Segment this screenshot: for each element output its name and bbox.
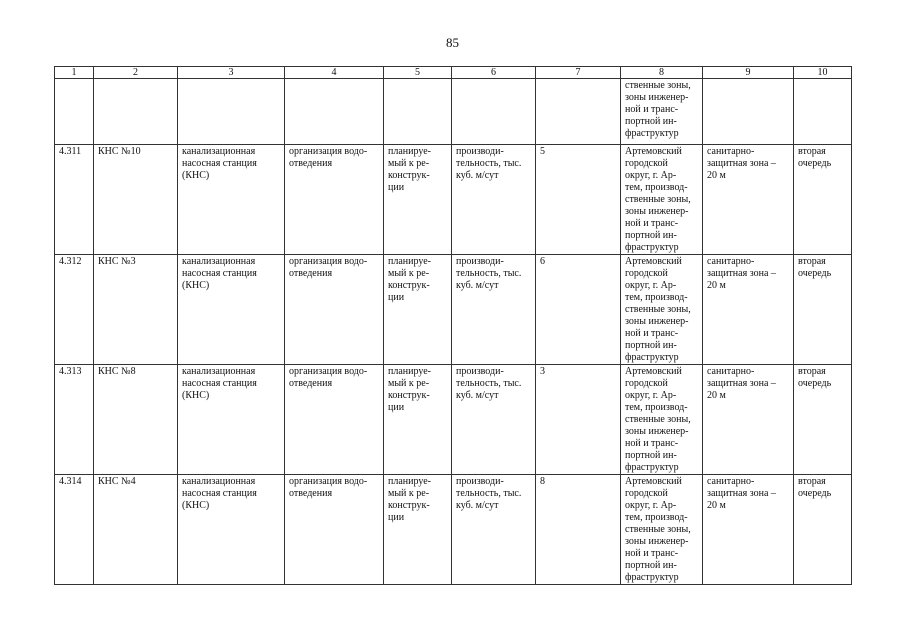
column-number: 2 — [94, 67, 178, 79]
characteristic-name: производи- тельность, тыс. куб. м/сут — [452, 365, 536, 475]
column-number: 9 — [703, 67, 794, 79]
location: Артемовский городской округ, г. Ар- тем, производ- ственные зоны, зоны инженер- ной и транс- портной ин- фраструктур — [621, 365, 703, 475]
table-cell — [285, 79, 384, 145]
row-number: 4.314 — [55, 475, 94, 585]
column-number: 8 — [621, 67, 703, 79]
characteristic-value: 3 — [536, 365, 621, 475]
table-row — [55, 255, 852, 365]
stage: вторая очередь — [794, 475, 852, 585]
table-cell — [452, 79, 536, 145]
characteristic-value: 8 — [536, 475, 621, 585]
object-purpose: организация водо- отведения — [285, 475, 384, 585]
stage: вторая очередь — [794, 365, 852, 475]
object-type: канализационная насосная станция (КНС) — [178, 145, 285, 255]
object-name: КНС №4 — [94, 475, 178, 585]
column-number: 5 — [384, 67, 452, 79]
object-type: канализационная насосная станция (КНС) — [178, 255, 285, 365]
column-number: 10 — [794, 67, 852, 79]
object-status: планируе- мый к ре- конструк- ции — [384, 365, 452, 475]
stage: вторая очередь — [794, 255, 852, 365]
characteristic-name: производи- тельность, тыс. куб. м/сут — [452, 145, 536, 255]
table-cell — [536, 79, 621, 145]
zone-info: санитарно- защитная зона – 20 м — [703, 365, 794, 475]
stage: вторая очередь — [794, 145, 852, 255]
characteristic-name: производи- тельность, тыс. куб. м/сут — [452, 475, 536, 585]
zone-info: санитарно- защитная зона – 20 м — [703, 475, 794, 585]
characteristic-value: 6 — [536, 255, 621, 365]
table-cell — [384, 79, 452, 145]
object-type: канализационная насосная станция (КНС) — [178, 365, 285, 475]
page-number: 85 — [446, 35, 459, 50]
row-number: 4.313 — [55, 365, 94, 475]
column-number: 7 — [536, 67, 621, 79]
table-cell — [703, 79, 794, 145]
location: Артемовский городской округ, г. Ар- тем, производ- ственные зоны, зоны инженер- ной и транс- портной ин- фраструктур — [621, 255, 703, 365]
zone-info: санитарно- защитная зона – 20 м — [703, 255, 794, 365]
column-number: 3 — [178, 67, 285, 79]
table-cell — [55, 79, 94, 145]
object-name: КНС №8 — [94, 365, 178, 475]
column-number-row — [55, 67, 852, 79]
table-cell: ственные зоны, зоны инженер- ной и транс- портной ин- фраструктур — [621, 79, 703, 145]
location: Артемовский городской округ, г. Ар- тем, производ- ственные зоны, зоны инженер- ной и транс- портной ин- фраструктур — [621, 475, 703, 585]
characteristic-value: 5 — [536, 145, 621, 255]
table-cell — [794, 79, 852, 145]
zone-info: санитарно- защитная зона – 20 м — [703, 145, 794, 255]
table-row — [55, 145, 852, 255]
table-row — [55, 475, 852, 585]
facilities-table — [54, 66, 852, 585]
column-number: 1 — [55, 67, 94, 79]
table-cell — [94, 79, 178, 145]
location: Артемовский городской округ, г. Ар- тем, производ- ственные зоны, зоны инженер- ной и транс- портной ин- фраструктур — [621, 145, 703, 255]
object-status: планируе- мый к ре- конструк- ции — [384, 255, 452, 365]
row-number: 4.311 — [55, 145, 94, 255]
column-number: 4 — [285, 67, 384, 79]
row-number: 4.312 — [55, 255, 94, 365]
object-name: КНС №3 — [94, 255, 178, 365]
object-name: КНС №10 — [94, 145, 178, 255]
object-purpose: организация водо- отведения — [285, 255, 384, 365]
characteristic-name: производи- тельность, тыс. куб. м/сут — [452, 255, 536, 365]
object-purpose: организация водо- отведения — [285, 145, 384, 255]
object-purpose: организация водо- отведения — [285, 365, 384, 475]
table-cell — [178, 79, 285, 145]
object-type: канализационная насосная станция (КНС) — [178, 475, 285, 585]
table-row — [55, 365, 852, 475]
continuation-row — [55, 79, 852, 145]
column-number: 6 — [452, 67, 536, 79]
object-status: планируе- мый к ре- конструк- ции — [384, 145, 452, 255]
object-status: планируе- мый к ре- конструк- ции — [384, 475, 452, 585]
